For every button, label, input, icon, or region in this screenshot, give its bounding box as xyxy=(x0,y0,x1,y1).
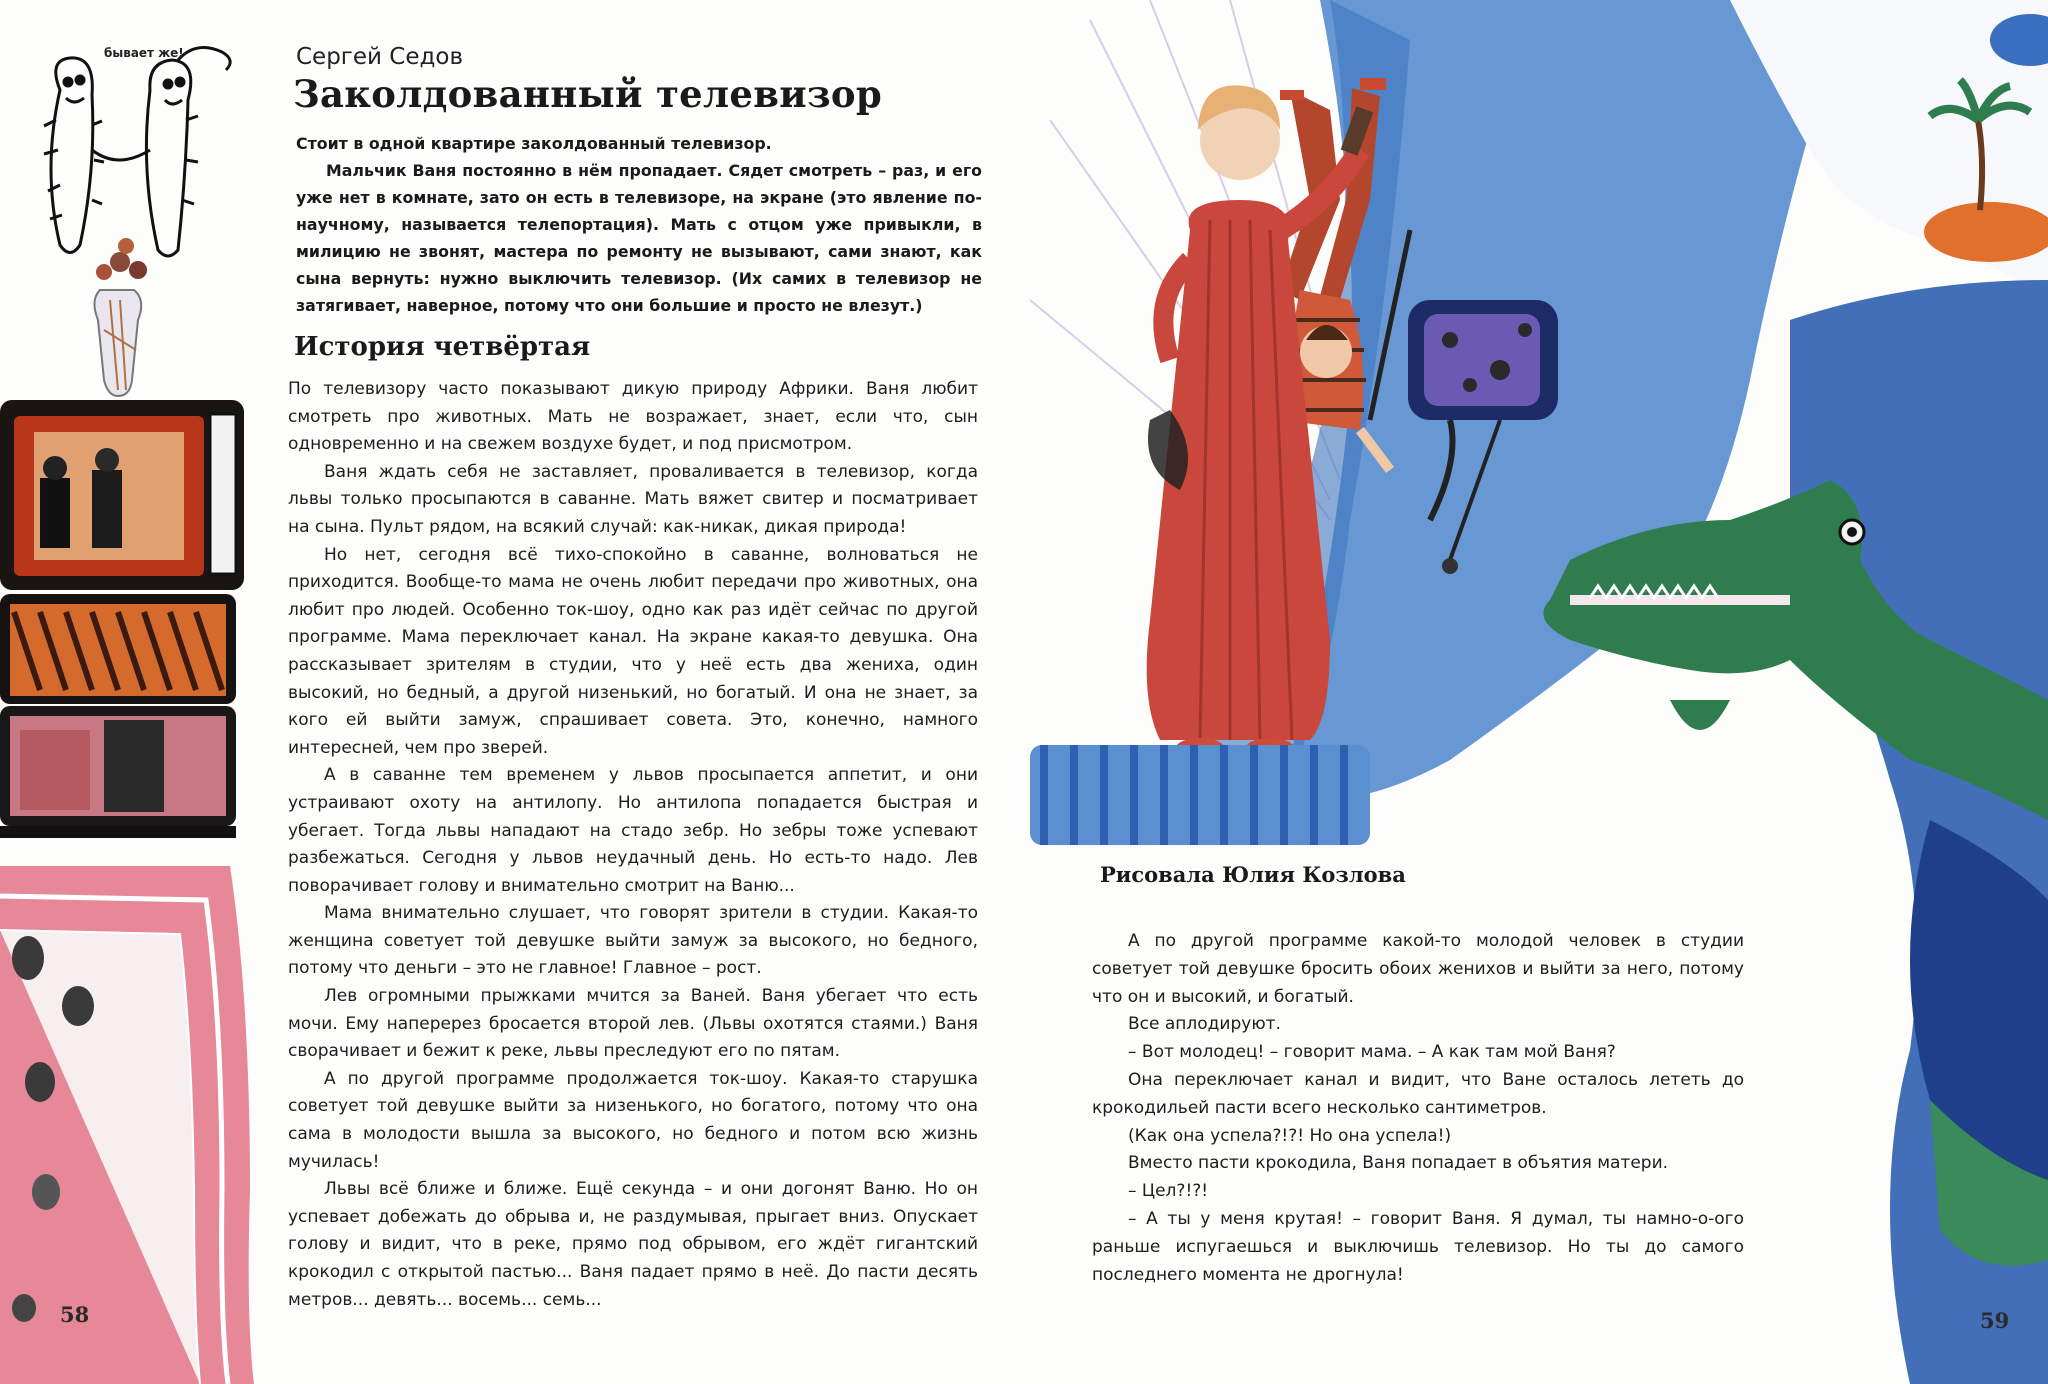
page-number-right: 59 xyxy=(1980,1308,2010,1333)
paragraph: – А ты у меня крутая! – говорит Ваня. Я думал, ты намно-о-ого раньше испугаешься и выключишь телевизор. Но ты до самого последнего момента не дрогнула! xyxy=(1092,1208,1744,1285)
paragraph: Все аплодируют. xyxy=(1128,1014,1281,1035)
tv-cabinet xyxy=(0,400,244,838)
paragraph: А по другой программе какой-то молодой человек в студии советует той девушке бросить обоих женихов и выйти за него, потому что он и высокий, и богатый. xyxy=(1092,931,1744,1007)
illustrator-credit: Рисовала Юлия Козлова xyxy=(1100,862,1406,887)
intro-paragraph: Стоит в одной квартире заколдованный телевизор. xyxy=(296,134,772,153)
intro-paragraph: Мальчик Ваня постоянно в нём пропадает. Сядет смотреть – раз, и его уже нет в комнате, зато он есть в телевизоре, на экране (это явление по-научному, называется телепортация). Мать с отцом уже привыкли, в милицию не звонят, мастера по ремонту не вызывают, сами знают, как сына вернуть: нужно выключить телевизор. (Их самих в телевизор не затягивает, наверное, потому что они большие и просто не влезут.) xyxy=(296,161,982,315)
paragraph: Мама внимательно слушает, что говорят зрители в студии. Какая-то женщина советует той девушке выйти замуж за высокого, но бедного, потому что деньги – это не главное! Главное – рост. xyxy=(288,903,978,979)
paragraph: – Вот молодец! – говорит мама. – А как там мой Ваня? xyxy=(1128,1042,1616,1063)
paragraph: Она переключает канал и видит, что Ване осталось лететь до крокодильей пасти всего несколько сантиметров. xyxy=(1092,1069,1744,1118)
cartoon-characters xyxy=(44,48,230,257)
vase xyxy=(94,238,147,396)
paragraph: А по другой программе продолжается ток-шоу. Какая-то старушка советует той девушке выйти за низенького, но богатого, потому что она сама в молодости вышла за высокого, но бедного и потом всю жизнь мучилась! xyxy=(288,1068,978,1172)
paragraph: Вместо пасти крокодила, Ваня попадает в объятия матери. xyxy=(1128,1153,1669,1174)
paragraph: – Цел?!?! xyxy=(1128,1181,1209,1202)
paragraph: По телевизору часто показывают дикую природу Африки. Ваня любит смотреть про животных. Мать не возражает, знает, если что, сын одновременно и на свежем воздухе будет, и под присмотром. xyxy=(288,379,978,455)
rug xyxy=(0,866,254,1384)
paragraph: Но нет, сегодня всё тихо-спокойно в саванне, волноваться не приходится. Вообще-то мама не очень любит передачи про животных, она любит про людей. Особенно ток-шоу, одно как раз идёт сейчас по другой программе. Мама переключает канал. На экране какая-то девушка. Она рассказывает зрителям в студии, что у неё есть два жениха, один высокий, но бедный, а другой низенький, но богатый. И она не знает, за кого ей выйти замуж, спрашивает совета. Это, конечно, намного интересней, чем про зверей. xyxy=(288,544,978,758)
intro-text xyxy=(296,130,982,319)
paragraph: Львы всё ближе и ближе. Ещё секунда – и они догонят Ваню. Но он успевает добежать до обрыва и, не раздумывая, прыгает вниз. Опускает голову и видит, что в реке, прямо под обрывом, его ждёт гигантский крокодил с открытой пастью... Ваня падает прямо в неё. До пасти десять метров... девять... восемь... семь... xyxy=(288,1179,978,1310)
paragraph: А в саванне тем временем у львов просыпается аппетит, и они устраивают охоту на антилопу. Но антилопа попадается быстрая и убегает. Тогда львы нападают на стадо зебр. Но зебры тоже успевают разбежаться. Сегодня у львов неудачный день. Но есть-то надо. Лев поворачивает голову и внимательно смотрит на Ваню... xyxy=(288,765,978,896)
paragraph: (Как она успела?!?! Но она успела!) xyxy=(1128,1125,1452,1146)
paragraph: Ваня ждать себя не заставляет, проваливается в телевизор, когда львы только просыпаются в саванне. Мать вяжет свитер и посматривает на сына. Пульт рядом, на всякий случай: как-никак, дикая природа! xyxy=(288,461,978,537)
margin-note: бывает же! xyxy=(104,46,184,60)
page-number-left: 58 xyxy=(60,1302,90,1327)
left-margin-illustration xyxy=(0,0,300,1384)
story-title: Заколдованный телевизор xyxy=(293,72,883,116)
right-body-text xyxy=(1092,928,1744,1289)
paragraph: Лев огромными прыжками мчится за Ваней. Ваня убегает что есть мочи. Ему наперерез бросается второй лев. (Львы охотятся стаями.) Ваня сворачивает и бежит к реке, львы преследуют его по пятам. xyxy=(288,986,978,1062)
author-name: Сергей Седов xyxy=(296,44,464,70)
left-body-text xyxy=(288,376,978,1314)
chapter-heading: История четвёртая xyxy=(294,332,591,362)
